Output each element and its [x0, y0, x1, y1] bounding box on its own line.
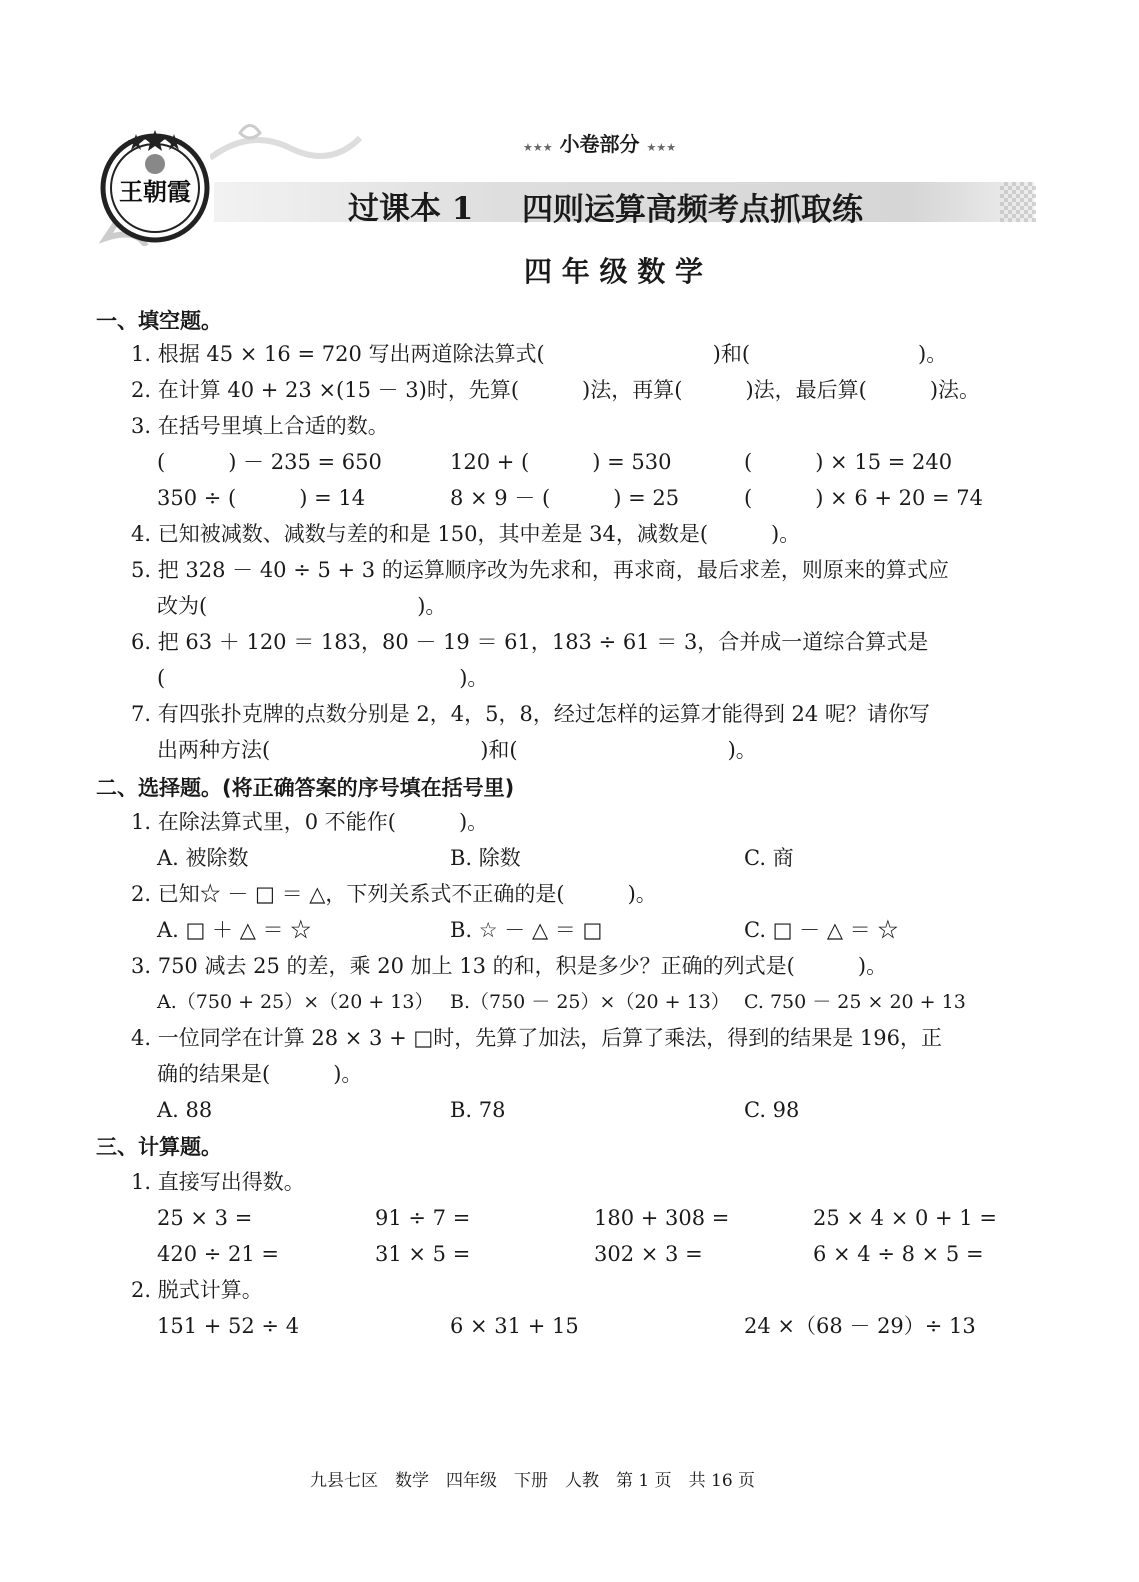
ribbon-decoration — [210, 118, 370, 188]
s3-q2: 2. 脱式计算。 — [131, 1278, 263, 1302]
section3-heading: 三、计算题。 — [96, 1135, 222, 1159]
s1-q4: 4. 已知被减数、减数与差的和是 150，其中差是 34，减数是( )。 — [131, 522, 801, 546]
s3-q1-item: 25 × 3 = — [157, 1206, 253, 1230]
s1-q6-line1: 6. 把 63 ＋ 120 ＝ 183，80 － 19 ＝ 61，183 ÷ 61 ＝ 3，合并成一道综合算式是 — [131, 630, 929, 654]
s2-q3-option: C. 750 － 25 × 20 + 13 — [744, 991, 966, 1013]
s1-q3-item: 120 + ( ) = 530 — [450, 450, 672, 474]
s3-q2-item: 24 ×（68 － 29）÷ 13 — [744, 1314, 976, 1338]
s2-q4-line2: 确的结果是( )。 — [157, 1062, 363, 1086]
banner-topic: 四则运算高频考点抓取练 — [522, 192, 863, 228]
s3-q1-item: 6 × 4 ÷ 8 × 5 = — [813, 1242, 984, 1266]
banner-pattern — [1000, 182, 1036, 222]
s1-q5-line2: 改为( )。 — [157, 594, 447, 618]
s3-q1-item: 180 + 308 = — [594, 1206, 730, 1230]
stars-right: ★★★ — [646, 141, 677, 154]
s2-q1-option: C. 商 — [744, 846, 794, 870]
s1-q3-item: ( ) － 235 = 650 — [157, 450, 382, 474]
s2-q4-option: B. 78 — [450, 1098, 506, 1122]
s2-q4-option: C. 98 — [744, 1098, 800, 1122]
page-footer: 九县七区 数学 四年级 下册 人教 第 1 页 共 16 页 — [310, 1471, 756, 1491]
s3-q1-item: 420 ÷ 21 = — [157, 1242, 280, 1266]
s3-q1: 1. 直接写出得数。 — [131, 1170, 305, 1194]
s3-q1-item: 302 × 3 = — [594, 1242, 703, 1266]
s1-q6-line2: ( )。 — [157, 666, 489, 690]
stars-left: ★★★ — [523, 141, 553, 154]
s1-q3: 3. 在括号里填上合适的数。 — [131, 414, 389, 438]
s3-q1-item: 31 × 5 = — [375, 1242, 471, 1266]
s3-q2-item: 151 + 52 ÷ 4 — [157, 1314, 300, 1338]
s3-q1-item: 25 × 4 × 0 + 1 = — [813, 1206, 997, 1230]
page-subtitle: 四 年 级 数 学 — [524, 255, 703, 288]
section2-heading: 二、选择题。(将正确答案的序号填在括号里) — [96, 776, 515, 800]
section-tag-text: 小卷部分 — [559, 132, 640, 156]
s1-q7-line1: 7. 有四张扑克牌的点数分别是 2，4，5，8，经过怎样的运算才能得到 24 呢？请你写 — [131, 702, 930, 726]
s2-q3-option: B.（750 － 25）×（20 + 13） — [450, 991, 730, 1013]
s2-q1-option: B. 除数 — [450, 846, 521, 870]
s2-q3: 3. 750 减去 25 的差，乘 20 加上 13 的和，积是多少？正确的列式是( )。 — [131, 954, 888, 978]
s1-q3-item: 8 × 9 － ( ) = 25 — [450, 486, 680, 510]
section1-heading: 一、填空题。 — [96, 309, 222, 333]
s1-q3-item: ( ) × 15 = 240 — [744, 450, 953, 474]
s2-q4-line1: 4. 一位同学在计算 28 × 3 + □时，先算了加法，后算了乘法，得到的结果是 196，正 — [131, 1026, 942, 1050]
banner-lesson: 过课本 1 — [348, 191, 474, 227]
publisher-logo — [96, 128, 214, 246]
s1-q7-line2: 出两种方法( )和( )。 — [157, 738, 757, 762]
s1-q5-line1: 5. 把 328 － 40 ÷ 5 + 3 的运算顺序改为先求和，再求商，最后求差，则原来的算式应 — [131, 558, 949, 582]
s2-q2-option: C. □ － △ ＝ ☆ — [744, 918, 899, 942]
s2-q4-option: A. 88 — [157, 1098, 213, 1122]
s3-q2-item: 6 × 31 + 15 — [450, 1314, 579, 1338]
s2-q2-option: A. □ ＋ △ ＝ ☆ — [157, 918, 312, 942]
s2-q1-option: A. 被除数 — [157, 846, 249, 870]
s2-q1: 1. 在除法算式里，0 不能作( )。 — [131, 810, 489, 834]
s3-q1-item: 91 ÷ 7 = — [375, 1206, 471, 1230]
s2-q2-option: B. ☆ － △ ＝ □ — [450, 918, 603, 942]
section-tag — [523, 128, 676, 157]
s2-q3-option: A.（750 + 25）×（20 + 13） — [157, 991, 434, 1013]
s1-q1: 1. 根据 45 × 16 = 720 写出两道除法算式( )和( )。 — [131, 342, 948, 366]
s1-q3-item: 350 ÷ ( ) = 14 — [157, 486, 366, 510]
s1-q2: 2. 在计算 40 + 23 ×(15 － 3)时，先算( )法，再算( )法，最后算( )法。 — [131, 378, 981, 402]
s2-q2: 2. 已知☆ － □ ＝ △，下列关系式不正确的是( )。 — [131, 882, 657, 906]
logo-text: 王朝霞 — [119, 177, 191, 206]
s1-q3-item: ( ) × 6 + 20 = 74 — [744, 486, 984, 510]
